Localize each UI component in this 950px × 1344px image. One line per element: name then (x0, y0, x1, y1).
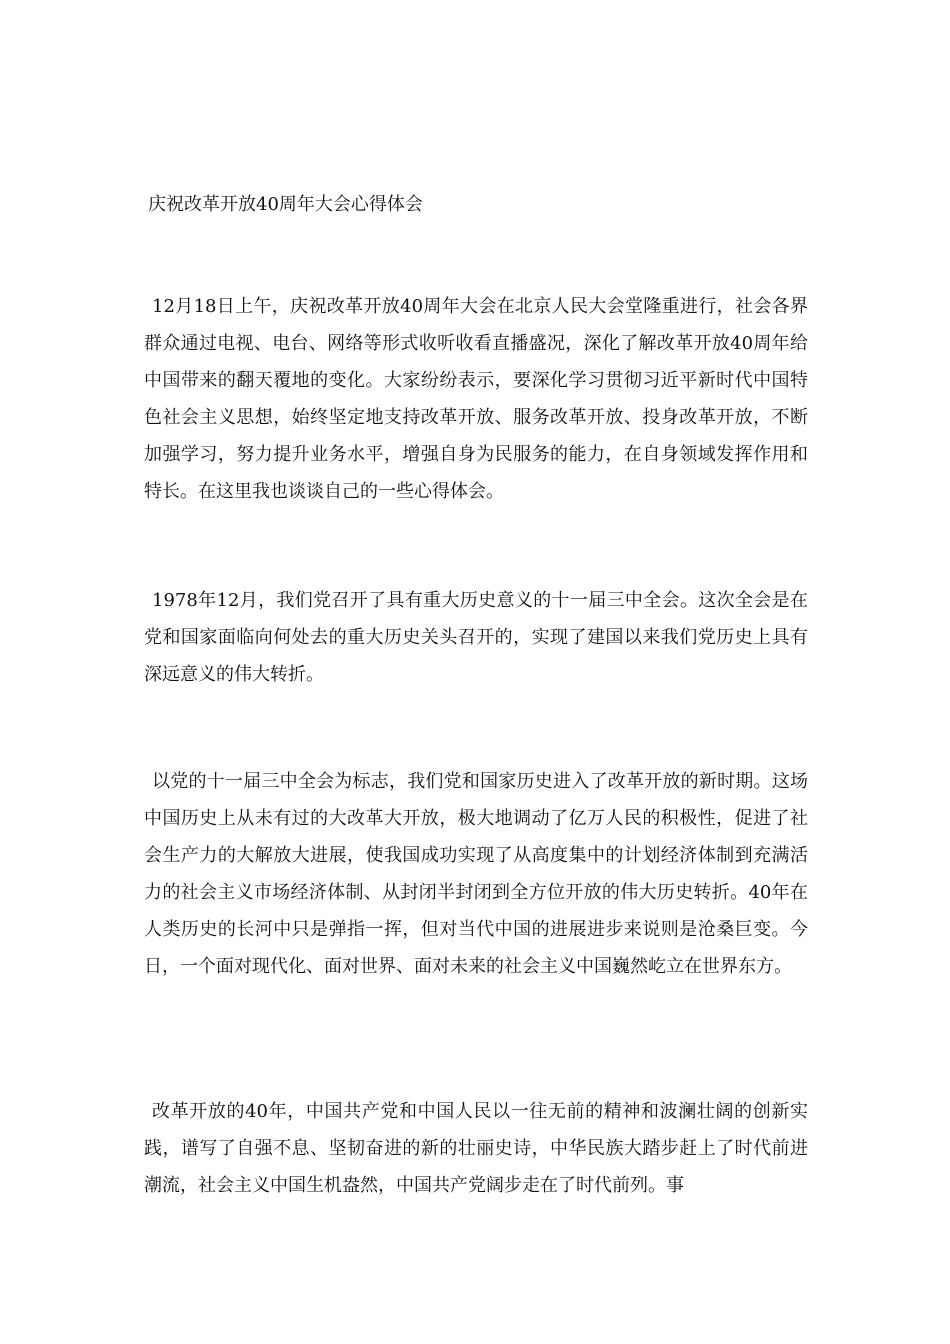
paragraph-1: 12月18日上午，庆祝改革开放40周年大会在北京人民大会堂隆重进行，社会各界群众通过电视、电台、网络等形式收听收看直播盛况，深化了解改革开放40周年给中国带来的翻天覆地的变化。大家纷纷表示，要深化学习贯彻习近平新时代中国特色社会主义思想，始终坚定地支持改革开放、服务改革开放、投身改革开放，不断加强学习，努力提升业务水平，增强自身为民服务的能力，在自身领域发挥作用和特长。在这里我也谈谈自己的一些心得体会。 (144, 296, 808, 502)
document-title: 庆祝改革开放40周年大会心得体会 (148, 194, 423, 215)
paragraph-3: 以党的十一届三中全会为标志，我们党和国家历史进入了改革开放的新时期。这场中国历史上从未有过的大改革大开放，极大地调动了亿万人民的积极性，促进了社会生产力的大解放大进展，使我国成功实现了从高度集中的计划经济体制到充满活力的社会主义市场经济体制、从封闭半封闭到全方位开放的伟大历史转折。40年在人类历史的长河中只是弹指一挥，但对当代中国的进展进步来说则是沧桑巨变。今日，一个面对现代化、面对世界、面对未来的社会主义中国巍然屹立在世界东方。 (144, 771, 808, 977)
paragraph-4: 改革开放的40年，中国共产党和中国人民以一往无前的精神和波澜壮阔的创新实践，谱写了自强不息、坚韧奋进的新的壮丽史诗，中华民族大踏步赶上了时代前进潮流，社会主义中国生机盎然，中国共产党阔步走在了时代前列。事 (144, 1101, 808, 1196)
paragraph-2: 1978年12月，我们党召开了具有重大历史意义的十一届三中全会。这次全会是在党和国家面临向何处去的重大历史关头召开的，实现了建国以来我们党历史上具有深远意义的伟大转折。 (144, 590, 808, 685)
